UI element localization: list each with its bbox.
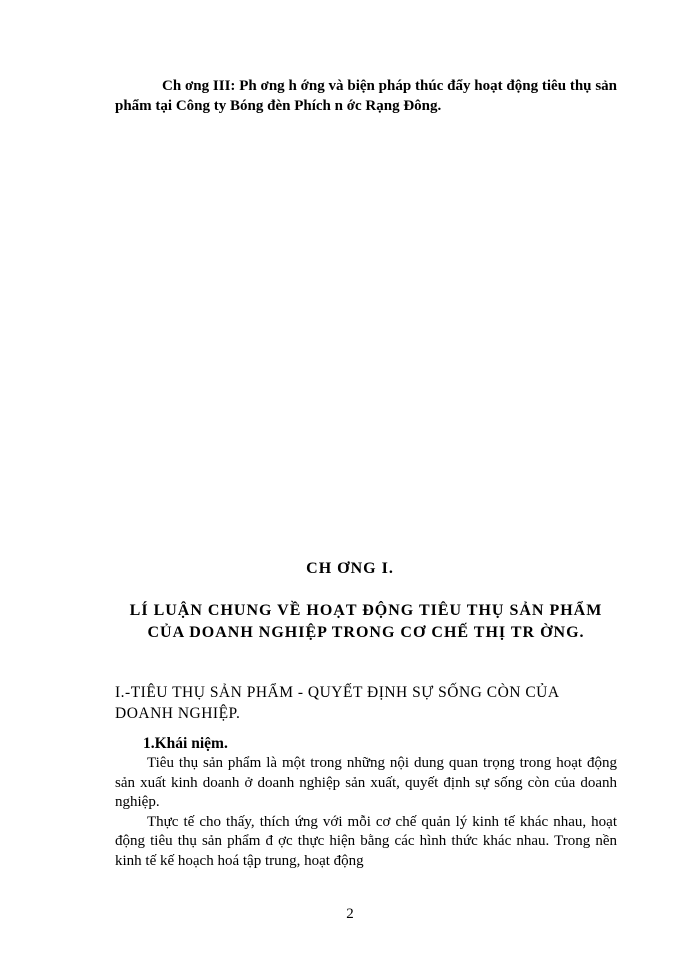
chapter-title: LÍ LUẬN CHUNG VỀ HOẠT ĐỘNG TIÊU THỤ SẢN PHẨM CỦA DOANH NGHIỆP TRONG CƠ CHẾ THỊ TR ỜNG. [129,602,603,641]
paragraph: Thực tế cho thấy, thích ứng với mỗi cơ chế quản lý kinh tế khác nhau, hoạt động tiêu thụ sản phẩm đ ợc thực hiện bằng các hình thức khác nhau. Trong nền kinh tế kế hoạch hoá tập trung, hoạt động [115,813,617,869]
toc-entry-chapter-3: Ch ơng III: Ph ơng h ớng và biện pháp thúc đẩy hoạt động tiêu thụ sản phẩm tại Công ty Bóng đèn Phích n ớc Rạng Đông. [115,78,617,114]
subsection-heading: 1.Khái niệm. [143,735,228,752]
body-text [115,754,617,871]
page-number: 2 [346,906,354,922]
chapter-number: CH ƠNG I. [306,560,394,577]
paragraph: Tiêu thụ sản phẩm là một trong những nội dung quan trọng trong hoạt động sản xuất kinh doanh ở doanh nghiệp sản xuất, quyết định sự sống còn của doanh nghiệp. [115,755,617,810]
section-heading: I.-TIÊU THỤ SẢN PHẨM - QUYẾT ĐỊNH SỰ SỐNG CÒN CỦA DOANH NGHIỆP. [115,684,559,722]
